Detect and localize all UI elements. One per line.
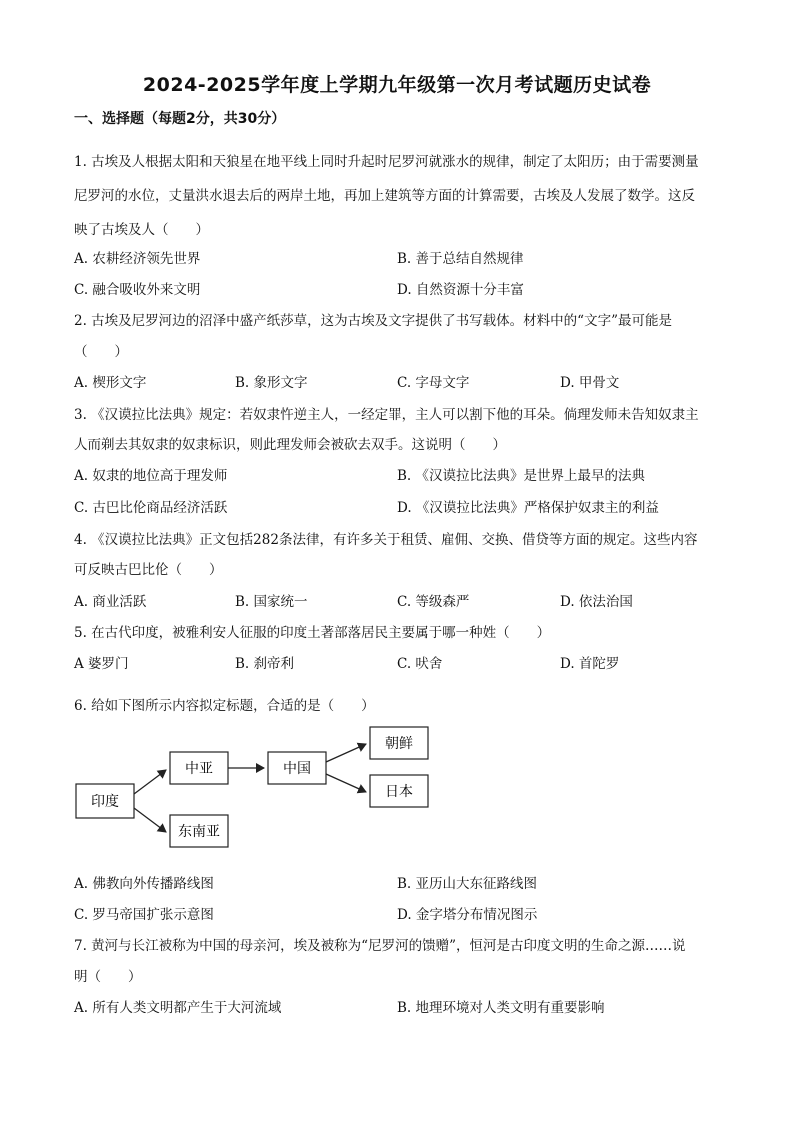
- q2-line-2: （ ）: [74, 344, 128, 360]
- q6-option-a[interactable]: A. 佛教向外传播路线图: [74, 876, 214, 892]
- q7-line-2: 明（ ）: [74, 969, 142, 985]
- q4-option-a[interactable]: A. 商业活跃: [74, 594, 147, 610]
- q1-line-1: 1. 古埃及人根据太阳和天狼星在地平线上同时升起时尼罗河就涨水的规律，制定了太阳历；由于需要测量: [74, 154, 699, 170]
- q5-option-b[interactable]: B. 刹帝利: [235, 656, 295, 672]
- q1-option-c[interactable]: C. 融合吸收外来文明: [74, 282, 201, 298]
- q7-line-1: 7. 黄河与长江被称为中国的母亲河，埃及被称为“尼罗河的馈赠”，恒河是古印度文明的生命之源……说: [74, 938, 686, 954]
- q4-line-1: 4. 《汉谟拉比法典》正文包括282条法律，有许多关于租赁、雇佣、交换、借贷等方面的规定。这些内容: [74, 532, 698, 548]
- q1-line-2: 尼罗河的水位，丈量洪水退去后的两岸土地，再加上建筑等方面的计算需要，古埃及人发展了数学。这反: [74, 188, 695, 204]
- q6-option-d[interactable]: D. 金字塔分布情况图示: [397, 907, 538, 923]
- node-china: 中国: [283, 761, 311, 777]
- q2-option-d[interactable]: D. 甲骨文: [560, 375, 620, 391]
- q5-line-1: 5. 在古代印度，被雅利安人征服的印度土著部落居民主要属于哪一种姓（ ）: [74, 625, 551, 641]
- q7-option-b[interactable]: B. 地理环境对人类文明有重要影响: [397, 1000, 605, 1016]
- q1-option-b[interactable]: B. 善于总结自然规律: [397, 251, 524, 267]
- q3-option-b[interactable]: B. 《汉谟拉比法典》是世界上最早的法典: [397, 468, 646, 484]
- q3-line-2: 人而剃去其奴隶的奴隶标识，则此理发师会被砍去双手。这说明（ ）: [74, 437, 506, 453]
- q3-line-1: 3. 《汉谟拉比法典》规定：若奴隶忤逆主人，一经定罪，主人可以割下他的耳朵。倘理发师未告知奴隶主: [74, 407, 699, 423]
- q4-option-c[interactable]: C. 等级森严: [397, 594, 470, 610]
- node-southeast-asia: 东南亚: [178, 824, 220, 840]
- node-india: 印度: [91, 794, 119, 810]
- q5-option-d[interactable]: D. 首陀罗: [560, 656, 620, 672]
- q3-option-c[interactable]: C. 古巴比伦商品经济活跃: [74, 500, 228, 516]
- q2-option-b[interactable]: B. 象形文字: [235, 375, 308, 391]
- q1-line-3: 映了古埃及人（ ）: [74, 222, 209, 238]
- section-heading: 一、选择题（每题2分，共30分）: [74, 111, 286, 127]
- q5-option-c[interactable]: C. 吠舍: [397, 656, 443, 672]
- q1-option-d[interactable]: D. 自然资源十分丰富: [397, 282, 524, 298]
- q3-option-a[interactable]: A. 奴隶的地位高于理发师: [74, 468, 228, 484]
- buddhism-spread-diagram: [70, 722, 450, 862]
- q6-line-1: 6. 给如下图所示内容拟定标题，合适的是（ ）: [74, 698, 375, 714]
- arrow-india-central-asia: [134, 770, 166, 794]
- arrow-china-japan: [326, 774, 366, 792]
- q6-option-b[interactable]: B. 亚历山大东征路线图: [397, 876, 538, 892]
- q5-option-a[interactable]: A 婆罗门: [74, 656, 129, 672]
- exam-title: 2024-2025学年度上学期九年级第一次月考试题历史试卷: [142, 74, 652, 96]
- q3-option-d[interactable]: D. 《汉谟拉比法典》严格保护奴隶主的利益: [397, 500, 659, 516]
- q7-option-a[interactable]: A. 所有人类文明都产生于大河流域: [74, 1000, 282, 1016]
- node-japan: 日本: [385, 784, 413, 800]
- node-central-asia: 中亚: [185, 761, 213, 777]
- q4-option-d[interactable]: D. 依法治国: [560, 594, 633, 610]
- arrow-china-korea: [326, 744, 366, 762]
- q2-option-c[interactable]: C. 字母文字: [397, 375, 470, 391]
- q4-line-2: 可反映古巴比伦（ ）: [74, 562, 223, 578]
- q4-option-b[interactable]: B. 国家统一: [235, 594, 308, 610]
- q2-line-1: 2. 古埃及尼罗河边的沼泽中盛产纸莎草，这为古埃及文字提供了书写载体。材料中的“文字”最可能是: [74, 313, 672, 329]
- q6-option-c[interactable]: C. 罗马帝国扩张示意图: [74, 907, 214, 923]
- node-korea: 朝鲜: [385, 736, 413, 752]
- q1-option-a[interactable]: A. 农耕经济领先世界: [74, 251, 201, 267]
- q2-option-a[interactable]: A. 楔形文字: [74, 375, 147, 391]
- arrow-india-southeast-asia: [134, 808, 166, 832]
